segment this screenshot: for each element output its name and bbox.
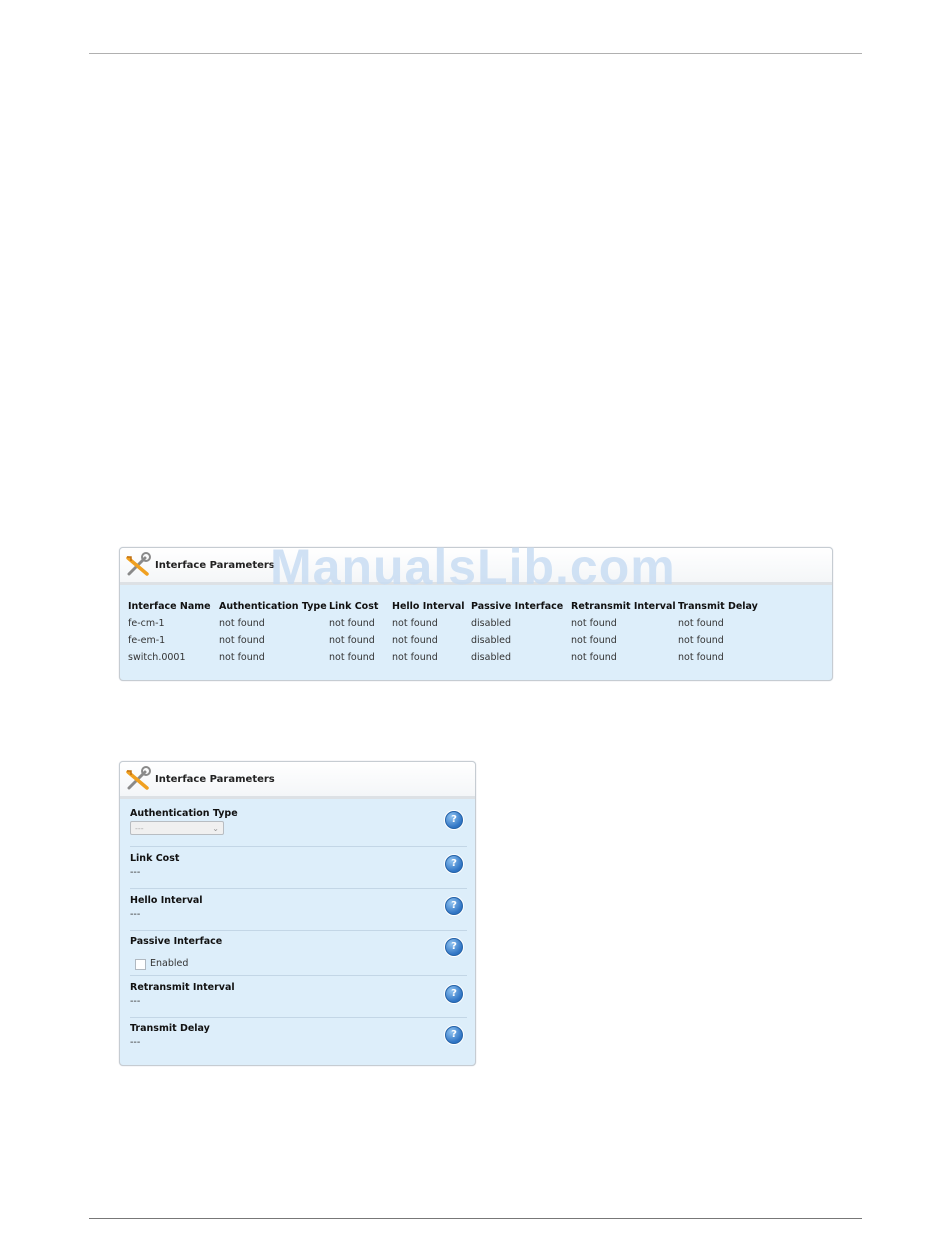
- help-icon[interactable]: ?: [445, 985, 463, 1003]
- hello-interval-field: [130, 895, 467, 931]
- table-cell: not found: [219, 618, 265, 629]
- table-cell: disabled: [471, 618, 511, 629]
- help-icon[interactable]: ?: [445, 938, 463, 956]
- column-header: Transmit Delay: [678, 601, 758, 612]
- panel-header: [120, 548, 832, 585]
- column-header: Retransmit Interval: [571, 601, 676, 612]
- table-cell: not found: [219, 652, 265, 663]
- column-header: Link Cost: [329, 601, 379, 612]
- table-cell: fe-cm-1: [128, 618, 165, 629]
- help-icon[interactable]: ?: [445, 811, 463, 829]
- transmit-delay-label: Transmit Delay: [130, 1023, 210, 1034]
- hello-interval-label: Hello Interval: [130, 895, 203, 906]
- retransmit-interval-field: [130, 982, 467, 1018]
- column-header: Interface Name: [128, 601, 211, 612]
- table-cell: not found: [678, 635, 724, 646]
- table-cell: disabled: [471, 635, 511, 646]
- table-cell: not found: [392, 618, 438, 629]
- table-cell: not found: [571, 618, 617, 629]
- panel-header: [120, 762, 475, 799]
- interface-parameters-table-panel: [119, 547, 833, 681]
- passive-interface-label: Passive Interface: [130, 936, 223, 947]
- help-icon[interactable]: ?: [445, 897, 463, 915]
- passive-interface-field: [130, 936, 467, 976]
- authentication-type-value: ---: [135, 824, 144, 833]
- transmit-delay-value: ---: [130, 1037, 141, 1048]
- help-icon[interactable]: ?: [445, 1026, 463, 1044]
- panel-title: Interface Parameters: [155, 559, 275, 571]
- column-header: Hello Interval: [392, 601, 465, 612]
- help-icon[interactable]: ?: [445, 855, 463, 873]
- tools-icon: [123, 764, 153, 794]
- column-header: Authentication Type: [219, 601, 327, 612]
- link-cost-field: [130, 853, 467, 889]
- chevron-down-icon: ⌄: [212, 824, 219, 833]
- table-cell: not found: [571, 635, 617, 646]
- table-cell: not found: [329, 635, 375, 646]
- retransmit-interval-label: Retransmit Interval: [130, 982, 235, 993]
- transmit-delay-field: [130, 1023, 467, 1057]
- hello-interval-value: ---: [130, 909, 141, 920]
- table-cell: not found: [219, 635, 265, 646]
- table-cell: fe-em-1: [128, 635, 166, 646]
- table-cell: not found: [678, 652, 724, 663]
- retransmit-interval-value: ---: [130, 996, 141, 1007]
- column-header: Passive Interface: [471, 601, 564, 612]
- link-cost-value: ---: [130, 867, 141, 878]
- passive-interface-enabled-label: Enabled: [150, 958, 189, 969]
- table-cell: not found: [392, 635, 438, 646]
- tools-icon: [123, 550, 153, 580]
- table-cell: disabled: [471, 652, 511, 663]
- table-cell: not found: [329, 618, 375, 629]
- authentication-type-select[interactable]: [130, 821, 224, 835]
- table-cell: not found: [329, 652, 375, 663]
- table-cell: not found: [571, 652, 617, 663]
- panel-title: Interface Parameters: [155, 773, 275, 785]
- link-cost-label: Link Cost: [130, 853, 180, 864]
- authentication-type-field: [130, 808, 467, 847]
- authentication-type-label: Authentication Type: [130, 808, 238, 819]
- bottom-rule: [89, 1218, 862, 1219]
- table-cell: switch.0001: [128, 652, 186, 663]
- top-rule: [89, 53, 862, 54]
- interface-parameters-form-panel: [119, 761, 476, 1066]
- table-cell: not found: [392, 652, 438, 663]
- table-cell: not found: [678, 618, 724, 629]
- watermark: ManualsLib.com: [270, 539, 676, 595]
- passive-interface-checkbox[interactable]: [135, 959, 146, 970]
